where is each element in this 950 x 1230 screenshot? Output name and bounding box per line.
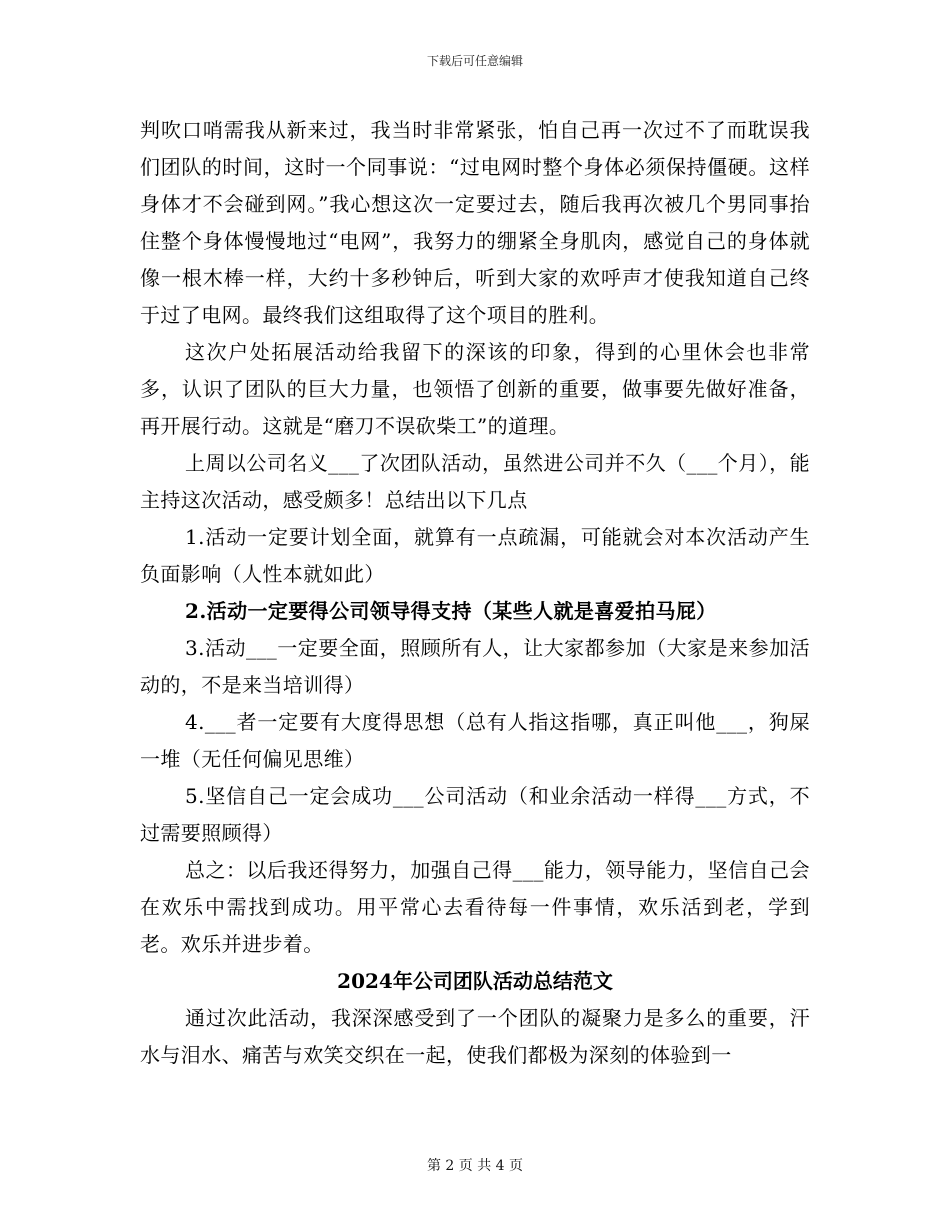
list-item-5: 5.坚信自己一定会成功___公司活动（和业余活动一样得___方式，不过需要照顾得） — [140, 784, 810, 845]
header-note: 下载后可任意编辑 — [426, 54, 523, 68]
page-number: 第 2 页 共 4 页 — [426, 1158, 524, 1174]
list-item-2: 2.活动一定要得公司领导得支持（某些人就是喜爱拍马屁） — [185, 599, 717, 623]
list-item-4: 4.___者一定要有大度得思想（总有人指这指哪，真正叫他___，狗屎一堆（无任何偏见思维） — [140, 710, 810, 771]
summary-paragraph: 总之：以后我还得努力，加强自己得___能力，领导能力，坚信自己会在欢乐中需找到成功。用平常心去看待每一件事情，欢乐活到老，学到老。欢乐并进步着。 — [140, 858, 810, 956]
paragraph-1: 判吹口哨需我从新来过，我当时非常紧张，怕自己再一次过不了而耽误我们团队的时间，这时一个同事说：“过电网时整个身体必须保持僵硬。这样身体才不会碰到网。”我心想这次一定要过去，随后我再次被几个男同事抬住整个身体慢慢地过“电网”，我努力的绷紧全身肌肉，感觉自己的身体就像一根木棒一样，大约十多秒钟后，听到大家的欢呼声才使我知道自己终于过了电网。最终我们这组取得了这个项目的胜利。 — [140, 118, 810, 327]
paragraph-3: 上周以公司名义___了次团队活动，虽然进公司并不久（___个月），能主持这次活动，感受颇多！总结出以下几点 — [140, 451, 810, 512]
paragraph-2: 这次户处拓展活动给我留下的深该的印象，得到的心里休会也非常多，认识了团队的巨大力量，也领悟了创新的重要，做事要先做好准备，再开展行动。这就是“磨刀不误砍柴工”的道理。 — [140, 340, 810, 438]
list-item-3: 3.活动___一定要全面，照顾所有人，让大家都参加（大家是来参加活动的，不是来当培训得） — [140, 636, 810, 697]
paragraph-last: 通过次此活动，我深深感受到了一个团队的凝聚力是多么的重要，汗水与泪水、痛苦与欢笑交织在一起，使我们都极为深刻的体验到一 — [140, 1006, 810, 1067]
document-body — [140, 112, 810, 1074]
list-item-1: 1.活动一定要计划全面，就算有一点疏漏，可能就会对本次活动产生负面影响（人性本就如此） — [140, 525, 810, 586]
section-title: 2024年公司团队活动总结范文 — [337, 969, 613, 993]
